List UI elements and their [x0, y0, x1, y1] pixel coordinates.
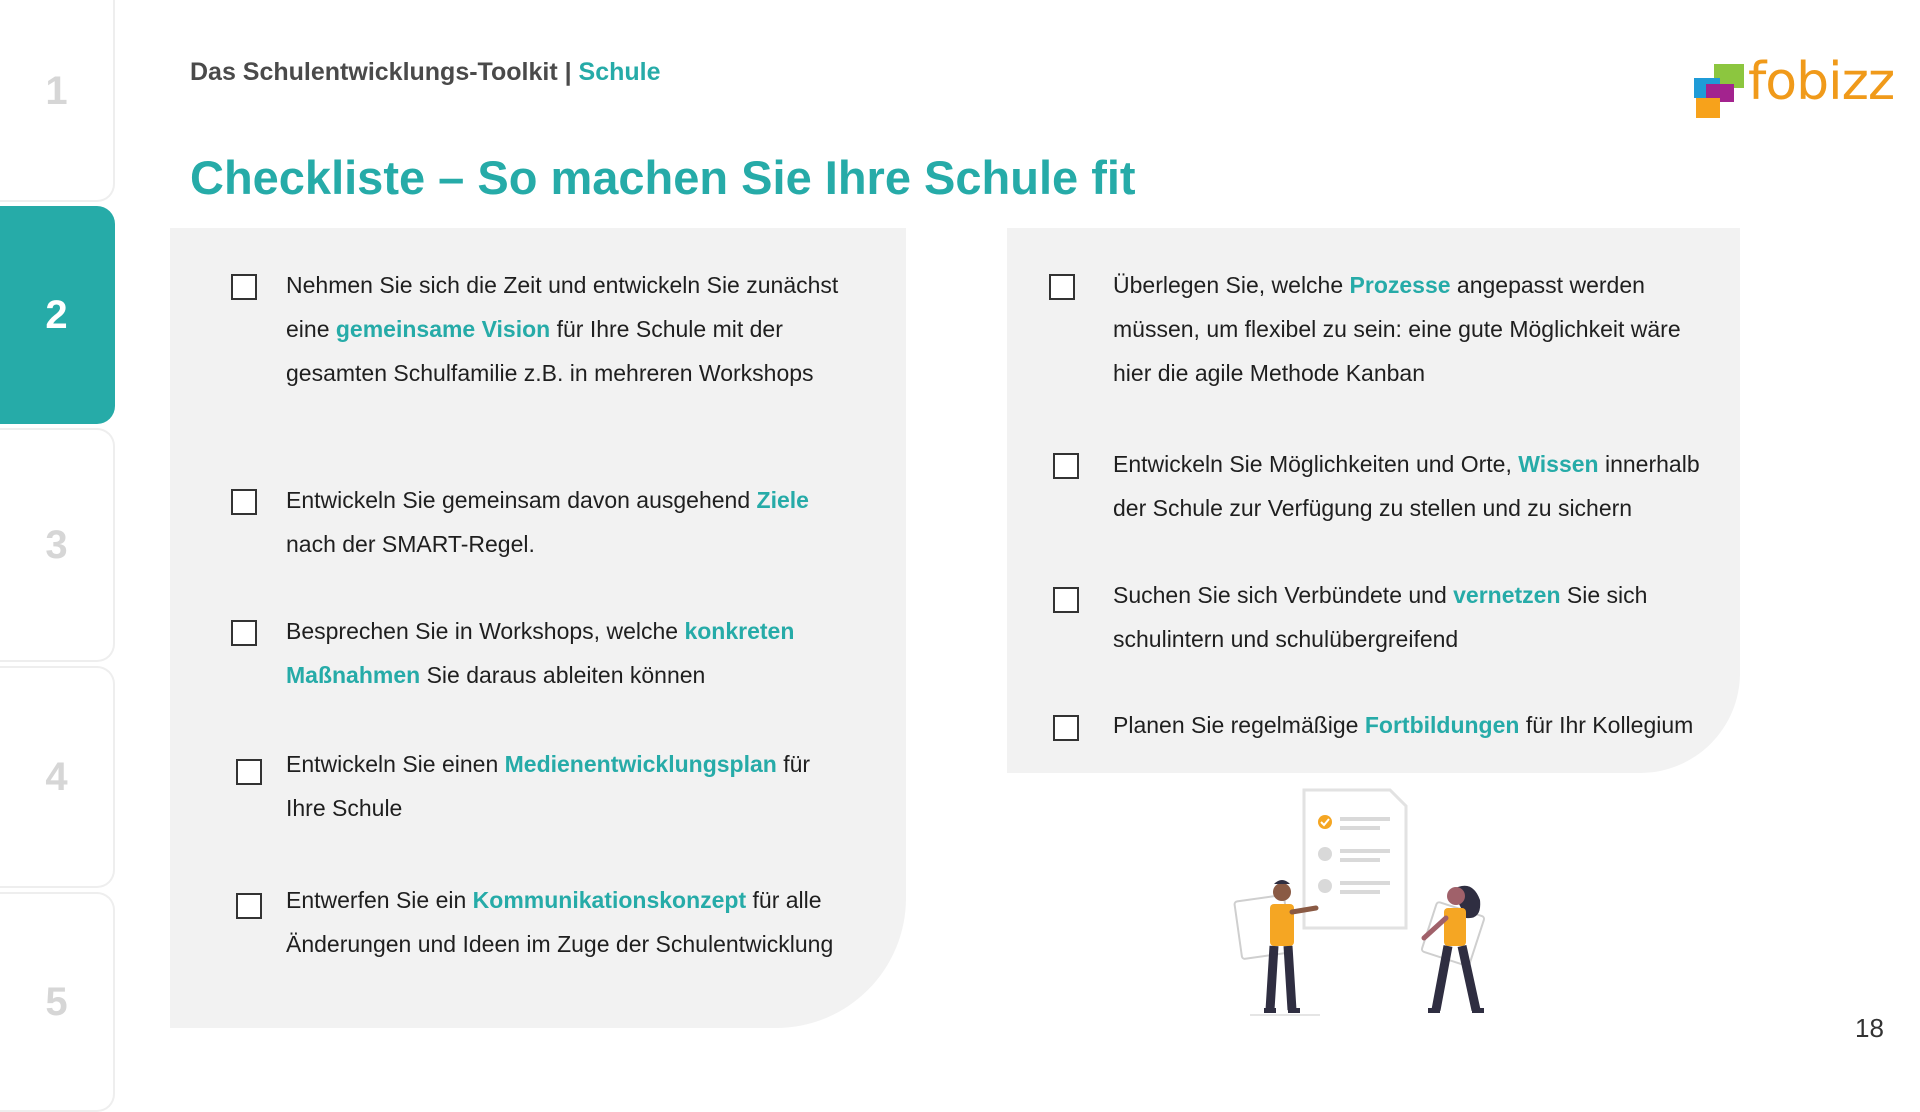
- chapter-tab-3[interactable]: [0, 428, 115, 662]
- chapter-tab-label: 1: [45, 68, 68, 113]
- keyword: Prozesse: [1349, 272, 1451, 298]
- text-segment: Planen Sie regelmäßige: [1113, 712, 1365, 738]
- logo-mark-icon: [1690, 60, 1750, 122]
- checklist-item: [231, 742, 851, 830]
- checkbox[interactable]: [1049, 274, 1075, 300]
- checklist-item-text: [1113, 442, 1719, 530]
- text-segment: Entwerfen Sie ein: [286, 887, 473, 913]
- text-segment: innerhalb der Schule zur Verfügung zu stellen und zu sichern: [1113, 451, 1700, 521]
- checklist-item: [231, 878, 851, 966]
- text-segment: nach der SMART-Regel.: [286, 531, 535, 557]
- person-right-figure: [1421, 886, 1485, 1013]
- text-segment: Suchen Sie sich Verbündete und: [1113, 582, 1454, 608]
- page-number: 18: [1855, 1013, 1884, 1043]
- text-segment: für Ihre Schule: [286, 751, 811, 821]
- checklist-item-text: [1113, 703, 1693, 747]
- toolkit-name: Das Schulentwicklungs-Toolkit: [190, 58, 558, 86]
- checklist-item-text: [1113, 573, 1719, 661]
- checkbox[interactable]: [231, 620, 257, 646]
- chapter-tab-5[interactable]: [0, 892, 115, 1112]
- checklist-item: [231, 609, 851, 697]
- text-segment: für Ihre Schule mit der gesamten Schulfamilie z.B. in mehreren Workshops: [286, 316, 814, 386]
- checklist-item: [1049, 263, 1719, 395]
- checkbox[interactable]: [236, 893, 262, 919]
- checklist-item: [1049, 703, 1719, 747]
- text-segment: angepasst werden müssen, um flexibel zu sein: eine gute Möglichkeit wäre hier die agile Methode Kanban: [1113, 272, 1681, 386]
- chapter-tab-label: 2: [45, 292, 68, 337]
- keyword: konkreten Maßnahmen: [286, 618, 795, 688]
- text-segment: für Ihr Kollegium: [1519, 712, 1694, 738]
- checkbox[interactable]: [231, 274, 257, 300]
- text-segment: Überlegen Sie, welche: [1113, 272, 1350, 298]
- text-segment: Nehmen Sie sich die Zeit und entwickeln Sie zunächst eine: [286, 272, 839, 342]
- text-segment: Entwickeln Sie gemeinsam davon ausgehend: [286, 487, 757, 513]
- checklist-item: [1049, 573, 1719, 661]
- fobizz-logo: [1690, 52, 1895, 136]
- checklist-item: [1049, 442, 1719, 530]
- checklist-people-illustration: [1230, 780, 1530, 1035]
- checklist-item-text: [286, 742, 851, 830]
- checklist-item-text: [286, 609, 851, 697]
- document-header: [190, 58, 661, 87]
- chapter-tab-1[interactable]: [0, 0, 115, 202]
- text-segment: Besprechen Sie in Workshops, welche: [286, 618, 685, 644]
- logo-wordmark: fobizz: [1748, 52, 1895, 112]
- text-segment: Sie sich schulintern und schulübergreifend: [1113, 582, 1648, 652]
- keyword: gemeinsame Vision: [335, 316, 551, 342]
- chapter-tab-2[interactable]: [0, 206, 115, 424]
- text-segment: für alle Änderungen und Ideen im Zuge der Schulentwicklung: [286, 887, 834, 957]
- keyword: Wissen: [1518, 451, 1599, 477]
- checklist-item: [231, 478, 851, 566]
- document-icon: [1304, 790, 1406, 928]
- checklist-item-text: [286, 878, 851, 966]
- checklist-item-text: [1113, 263, 1719, 395]
- keyword: Kommunikationskonzept: [472, 887, 747, 913]
- text-segment: Entwickeln Sie einen: [286, 751, 505, 777]
- checklist-item-text: [286, 478, 851, 566]
- checkbox[interactable]: [1053, 453, 1079, 479]
- text-segment: Entwickeln Sie Möglichkeiten und Orte,: [1113, 451, 1519, 477]
- checkbox[interactable]: [1053, 715, 1079, 741]
- keyword: Medienentwicklungsplan: [504, 751, 777, 777]
- page-title: Checkliste – So machen Sie Ihre Schule fit: [190, 151, 1136, 204]
- checklist-item: [231, 263, 851, 395]
- keyword: Fortbildungen: [1364, 712, 1520, 738]
- keyword: vernetzen: [1453, 582, 1561, 608]
- checklist-item-text: [286, 263, 851, 395]
- checkbox[interactable]: [236, 759, 262, 785]
- chapter-tab-label: 4: [45, 754, 68, 799]
- chapter-tab-4[interactable]: [0, 666, 115, 888]
- chapter-tab-label: 3: [45, 522, 68, 567]
- chapter-tab-label: 5: [45, 979, 68, 1024]
- checkbox[interactable]: [1053, 587, 1079, 613]
- section-name: Schule: [578, 58, 661, 86]
- checkbox[interactable]: [231, 489, 257, 515]
- header-separator: |: [557, 58, 579, 86]
- text-segment: Sie daraus ableiten können: [420, 662, 706, 688]
- keyword: Ziele: [756, 487, 809, 513]
